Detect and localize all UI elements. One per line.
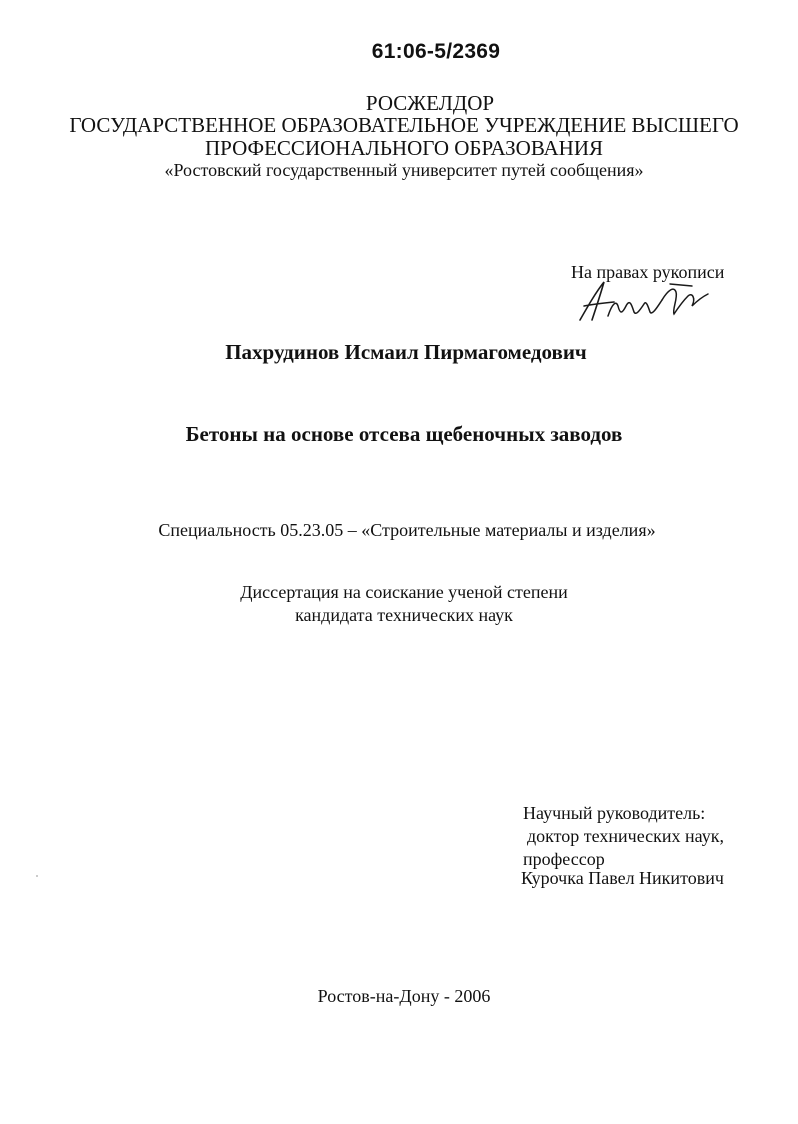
- supervisor-role: Научный руководитель:: [523, 803, 706, 823]
- manuscript-rights-label: На правах рукописи: [571, 262, 725, 282]
- catalog-stamp: 61:06-5/2369: [371, 40, 501, 63]
- organization-line-1: РОСЖЕЛДОР: [365, 91, 495, 115]
- dissertation-title: Бетоны на основе отсева щебеночных заводов: [185, 422, 623, 446]
- supervisor-name: Курочка Павел Никитович: [521, 868, 724, 888]
- supervisor-degree: доктор технических наук,: [527, 826, 724, 846]
- dissertation-purpose-line-2: кандидата технических наук: [295, 605, 513, 625]
- specialty-line: Специальность 05.23.05 – «Строительные материалы и изделия»: [158, 520, 656, 540]
- supervisor-title: профессор: [523, 849, 605, 869]
- signature-icon: [574, 276, 714, 328]
- scan-speck: [36, 875, 38, 877]
- organization-line-3: ПРОФЕССИОНАЛЬНОГО ОБРАЗОВАНИЯ: [204, 136, 603, 160]
- dissertation-purpose-line-1: Диссертация на соискание ученой степени: [240, 582, 568, 602]
- author-name: Пахрудинов Исмаил Пирмагомедович: [225, 340, 587, 364]
- city-year: Ростов-на-Дону - 2006: [317, 986, 491, 1006]
- university-name: «Ростовский государственный университет путей сообщения»: [164, 160, 644, 180]
- organization-line-2: ГОСУДАРСТВЕННОЕ ОБРАЗОВАТЕЛЬНОЕ УЧРЕЖДЕНИЕ ВЫСШЕГО: [69, 113, 739, 137]
